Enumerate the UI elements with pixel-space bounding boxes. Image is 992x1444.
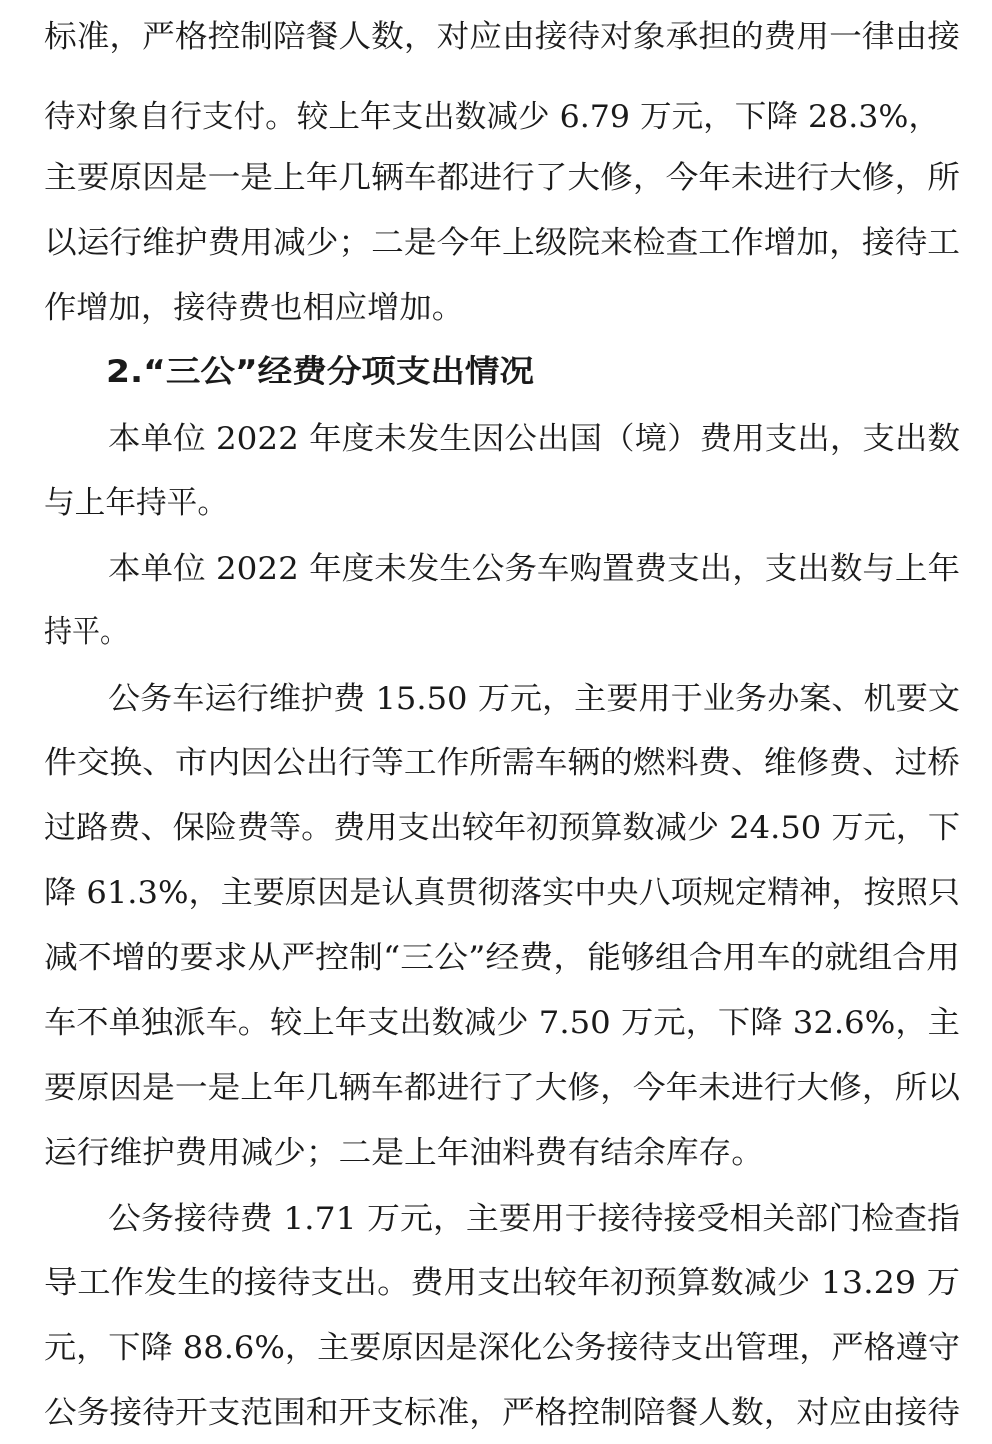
text-line <box>0 1263 992 1303</box>
text-line <box>0 97 992 137</box>
text-line <box>0 158 992 198</box>
text-line <box>0 17 992 57</box>
text-line-content: 与上年持平。 <box>44 485 228 521</box>
text-line <box>0 549 992 589</box>
text-line-content: 公务车运行维护费 15.50 万元，主要用于业务办案、机要文 <box>108 681 960 717</box>
text-line-content: 元，下降 88.6%，主要原因是深化公务接待支出管理，严格遵守 <box>44 1330 961 1366</box>
text-line <box>0 679 992 719</box>
text-line <box>0 1133 992 1173</box>
text-line-content: 导工作发生的接待支出。费用支出较年初预算数减少 13.29 万 <box>44 1265 960 1301</box>
text-line <box>0 223 992 263</box>
section-heading-text: 2.“三公”经费分项支出情况 <box>106 354 534 390</box>
text-line <box>0 483 992 523</box>
text-line-content: 主要原因是一是上年几辆车都进行了大修，今年未进行大修，所 <box>44 160 960 196</box>
text-line <box>0 938 992 978</box>
text-line-content: 公务接待费 1.71 万元，主要用于接待接受相关部门检查指 <box>108 1201 960 1237</box>
section-heading <box>0 352 992 392</box>
text-line <box>0 808 992 848</box>
text-line <box>0 1068 992 1108</box>
text-line-content: 车不单独派车。较上年支出数减少 7.50 万元，下降 32.6%，主 <box>44 1005 960 1041</box>
text-line <box>0 1328 992 1368</box>
text-line <box>0 1003 992 1043</box>
text-line-content: 运行维护费用减少；二是上年油料费有结余库存。 <box>44 1135 764 1171</box>
text-line-content: 减不增的要求从严控制“三公”经费，能够组合用车的就组合用 <box>44 940 960 976</box>
text-line <box>0 1393 992 1433</box>
text-line <box>0 743 992 783</box>
text-line-content: 标准，严格控制陪餐人数，对应由接待对象承担的费用一律由接 <box>44 19 960 55</box>
text-line-content: 降 61.3%，主要原因是认真贯彻落实中央八项规定精神，按照只 <box>44 875 961 911</box>
text-line <box>0 1199 992 1239</box>
text-line-content: 件交换、市内因公出行等工作所需车辆的燃料费、维修费、过桥 <box>44 745 960 781</box>
text-line-content: 要原因是一是上年几辆车都进行了大修，今年未进行大修，所以 <box>44 1070 960 1106</box>
text-line-content: 过路费、保险费等。费用支出较年初预算数减少 24.50 万元，下 <box>44 810 961 846</box>
text-line-content: 持平。 <box>44 614 128 650</box>
text-line-content: 待对象自行支付。较上年支出数减少 6.79 万元，下降 28.3%， <box>44 99 940 135</box>
text-line <box>0 612 992 652</box>
text-line <box>0 419 992 459</box>
text-line-content: 本单位 2022 年度未发生公务车购置费支出，支出数与上年 <box>108 551 960 587</box>
text-line-content: 作增加，接待费也相应增加。 <box>44 290 464 326</box>
text-line <box>0 873 992 913</box>
text-line-content: 公务接待开支范围和开支标准，严格控制陪餐人数，对应由接待 <box>44 1395 960 1431</box>
text-line-content: 本单位 2022 年度未发生因公出国（境）费用支出，支出数 <box>108 421 960 457</box>
text-line-content: 以运行维护费用减少；二是今年上级院来检查工作增加，接待工 <box>44 225 960 261</box>
text-line <box>0 288 992 328</box>
